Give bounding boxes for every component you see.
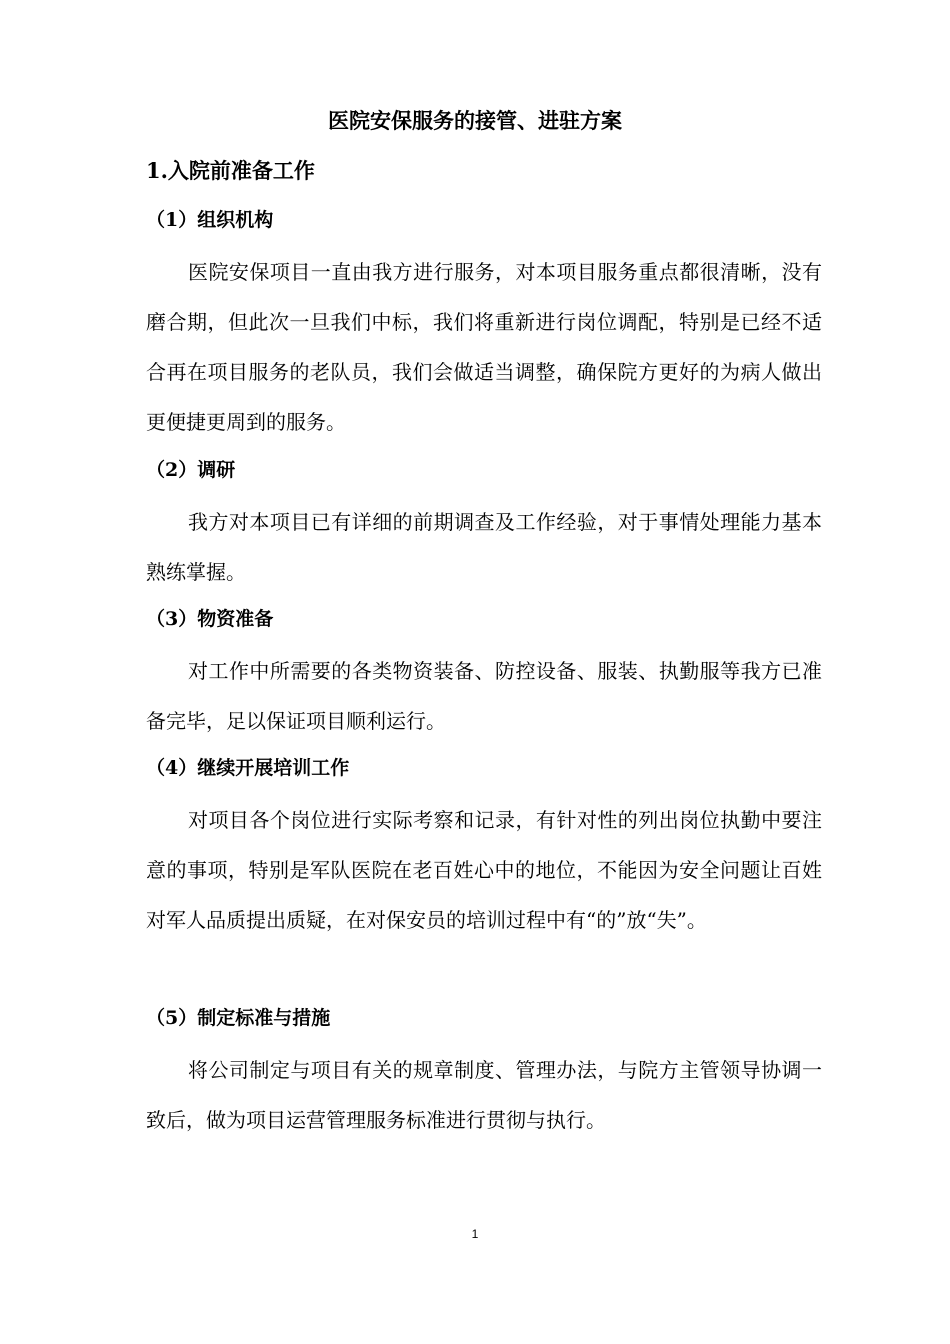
subsection-heading-materials: （3）物资准备 bbox=[146, 608, 274, 630]
subsection-heading-standards: （5）制定标准与措施 bbox=[146, 1007, 331, 1029]
subsection-heading-organization: （1）组织机构 bbox=[146, 209, 274, 231]
subsection-heading-research: （2）调研 bbox=[146, 459, 236, 481]
subsection-heading-training: （4）继续开展培训工作 bbox=[146, 757, 350, 779]
subsection-paragraph-materials: 对工作中所需要的各类物资装备、防控设备、服装、执勤服等我方已准备完毕，足以保证项目顺利运行。 bbox=[146, 659, 822, 733]
page-number: 1 bbox=[471, 1227, 479, 1241]
subsection-paragraph-organization: 医院安保项目一直由我方进行服务，对本项目服务重点都很清晰，没有磨合期，但此次一旦我们中标，我们将重新进行岗位调配，特别是已经不适合再在项目服务的老队员，我们会做适当调整，确保院方更好的为病人做出更便捷更周到的服务。 bbox=[146, 260, 822, 434]
subsection-paragraph-training: 对项目各个岗位进行实际考察和记录，有针对性的列出岗位执勤中要注意的事项，特别是军队医院在老百姓心中的地位，不能因为安全问题让百姓对军人品质提出质疑，在对保安员的培训过程中有“的”放“失”。 bbox=[146, 808, 822, 932]
subsection-paragraph-research: 我方对本项目已有详细的前期调查及工作经验，对于事情处理能力基本熟练掌握。 bbox=[146, 510, 822, 584]
document-title: 医院安保服务的接管、进驻方案 bbox=[328, 108, 622, 133]
subsection-paragraph-standards: 将公司制定与项目有关的规章制度、管理办法，与院方主管领导协调一致后，做为项目运营管理服务标准进行贯彻与执行。 bbox=[146, 1058, 822, 1132]
section-heading: 1.入院前准备工作 bbox=[146, 158, 315, 183]
